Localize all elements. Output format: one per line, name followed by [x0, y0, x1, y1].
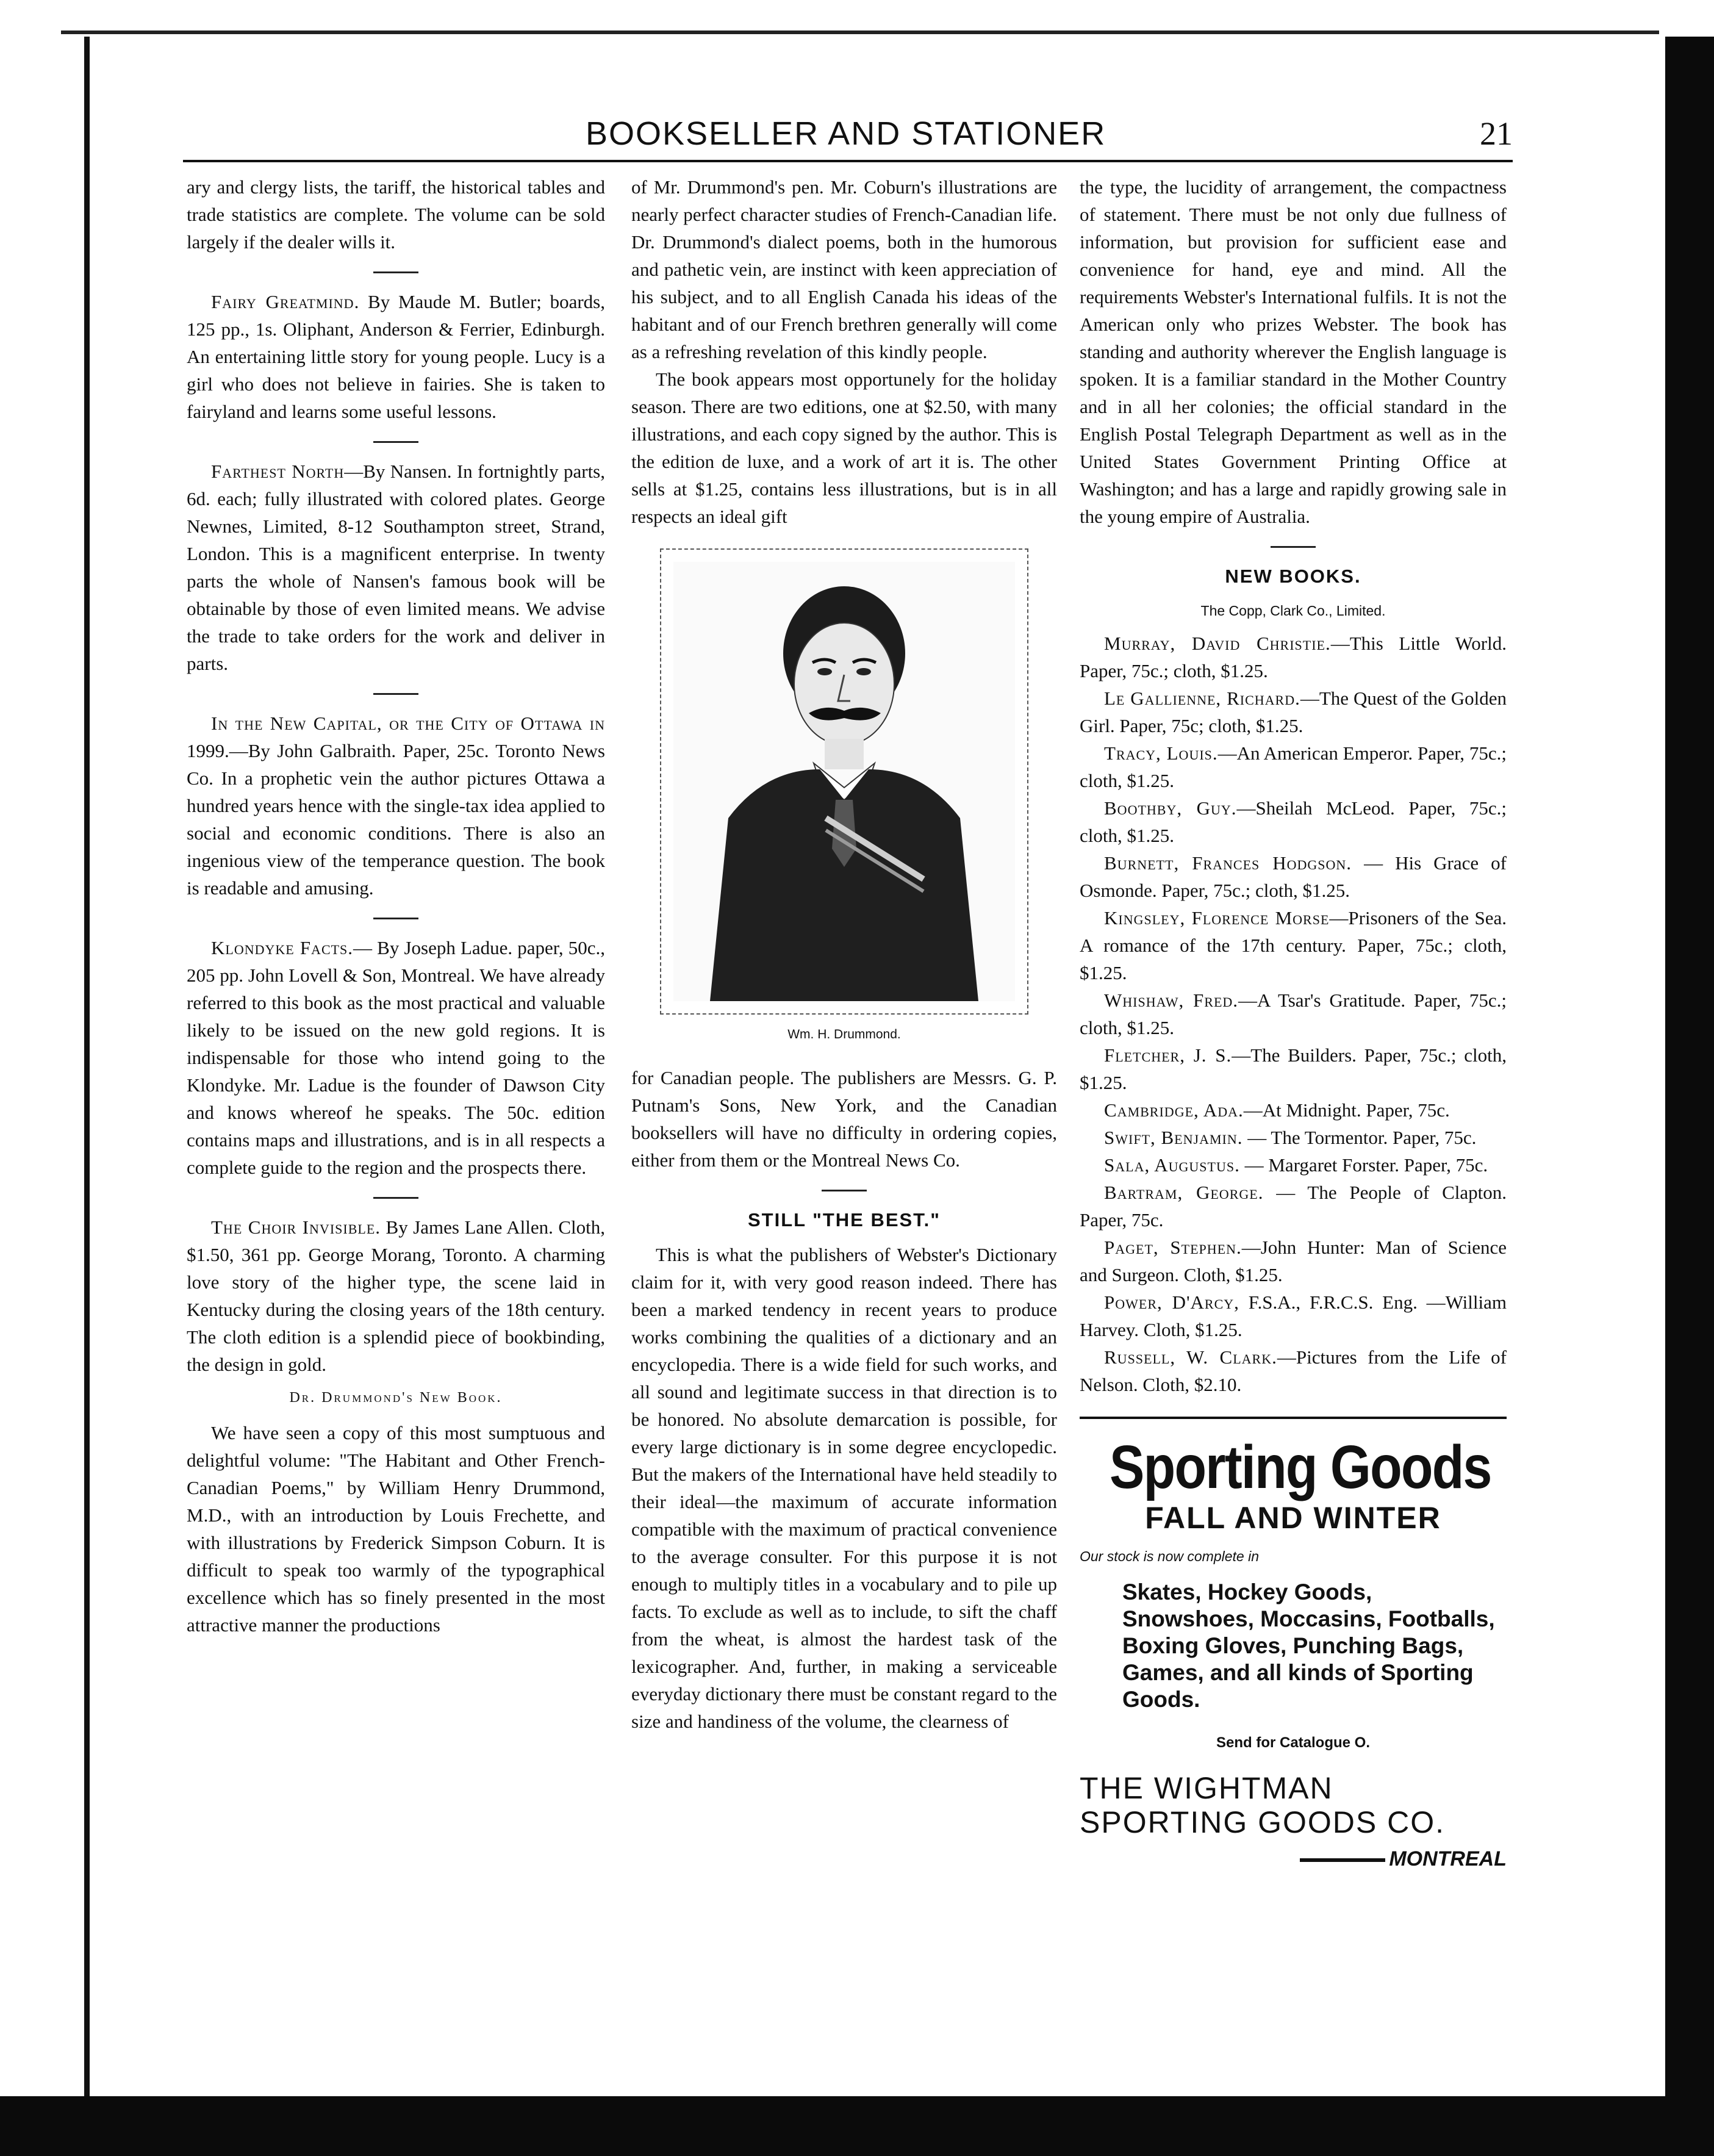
webster-article: This is what the publishers of Webster's Dictionary claim for it, with very good reason indeed. There has been a marked tendency in recent years to produce works combining the qualities of a dictionary and an encyclopedia. There is a wide field for such works, and all sound and legitimate success in that direction is to be honored. No absolute demarcation is possible, for every large dictionary is in some degree encyclopedic. But the makers of the International have held steadily to their ideal—the maximum of accurate information compatible with the maximum of practical convenience to the average consulter. For this purpose it is not enough to multiply titles in a vocabulary and to pile up facts. To exclude as well as to include, to sift the chaff from the wheat, is almost the hardest task of the lexicographer. And, further, in making a serviceable everyday dictionary there must be constant regard to the size and handiness of the volume, the clearness of — [631, 1244, 1057, 1732]
review-title: Farthest North — [211, 461, 345, 482]
separator — [1271, 546, 1316, 548]
book-details: —The Builders. Paper, 75c.; cloth, $1.25. — [1080, 1044, 1507, 1093]
book-details: —This Little World. Paper, 75c.; cloth, $1.25. — [1080, 633, 1507, 681]
separator — [373, 441, 418, 443]
book-author: Swift, Benjamin. — [1104, 1127, 1243, 1148]
review-title: Klondyke Facts. — [211, 937, 354, 958]
book-entry — [1080, 739, 1507, 794]
ad-company-line-1: THE WIGHTMAN — [1080, 1771, 1333, 1805]
book-author: Paget, Stephen. — [1104, 1237, 1242, 1258]
book-entry — [1080, 1343, 1507, 1398]
drummond-publishers: for Canadian people. The publishers are Messrs. G. P. Putnam's Sons, New York, and the Canadian booksellers will have no difficulty in ordering copies, either from them or the Montreal News Co. — [631, 1067, 1057, 1171]
ad-company-line-2: SPORTING GOODS CO. — [1080, 1805, 1446, 1839]
book-entry — [1080, 630, 1507, 685]
book-details: — His Grace of Osmonde. Paper, 75c.; cloth, $1.25. — [1080, 852, 1507, 901]
drummond-editions: The book appears most opportunely for the holiday season. There are two editions, one at $2.50, with many illustrations, and each copy signed by the author. This is the edition de luxe, and a work of art it is. The other sells at $1.25, contains less illustrations, but is in all respects an ideal gift — [631, 368, 1057, 527]
review-klondyke-facts — [187, 934, 605, 1181]
book-details: —Prisoners of the Sea. A romance of the 17th century. Paper, 75c.; cloth, $1.25. — [1080, 907, 1507, 983]
book-entry — [1080, 794, 1507, 849]
new-books-publisher: The Copp, Clark Co., Limited. — [1200, 603, 1386, 619]
book-details: —An American Emperor. Paper, 75c.; cloth, $1.25. — [1080, 742, 1507, 791]
ad-season: FALL AND WINTER — [1145, 1501, 1441, 1535]
ad-title: Sporting Goods — [1110, 1433, 1491, 1501]
book-details: F.S.A., F.R.C.S. Eng. —William Harvey. Cloth, $1.25. — [1080, 1292, 1507, 1340]
scan-left-edge — [84, 37, 90, 2099]
book-author: Bartram, George. — [1104, 1182, 1264, 1203]
book-entry — [1080, 685, 1507, 739]
book-details: —A Tsar's Gratitude. Paper, 75c.; cloth, $1.25. — [1080, 990, 1507, 1038]
ad-city — [1080, 1845, 1507, 1873]
running-title: BOOKSELLER AND STATIONER — [586, 115, 1106, 152]
ad-items: Skates, Hockey Goods, Snowshoes, Moccasins, Footballs, Boxing Gloves, Punching Bags, Games, and all kinds of Sporting Goods. — [1122, 1579, 1495, 1712]
book-entry — [1080, 1041, 1507, 1096]
review-text: — By Joseph Ladue. paper, 50c., 205 pp. John Lovell & Son, Montreal. We have already referred to this book as the most practical and valuable likely to be issued on the new gold regions. It is indispensable for those who intend going to the Klondyke. Mr. Ladue is the founder of Dawson City and knows whereof he speaks. The 50c. edition contains maps and illustrations, and is in all respects a complete guide to the region and the prospects there. — [187, 937, 605, 1178]
separator — [373, 1197, 418, 1199]
column-3 — [1080, 173, 1507, 1873]
book-entry — [1080, 904, 1507, 986]
review-text: 1999.—By John Galbraith. Paper, 25c. Toronto News Co. In a prophetic vein the author pictures Ottawa a hundred years hence with the single-tax idea applied to social and economic conditions. There is also an ingenious view of the temperance question. The book is readable and amusing. — [187, 740, 605, 899]
separator — [373, 271, 418, 273]
ad-catalogue-offer: Send for Catalogue O. — [1216, 1734, 1371, 1751]
book-author: Tracy, Louis. — [1104, 742, 1218, 764]
column-2 — [631, 173, 1057, 1735]
review-title: The Choir Invisible. — [211, 1216, 381, 1238]
drummond-heading: Dr. Drummond's New Book. — [289, 1390, 503, 1406]
scan-right-edge — [1665, 37, 1714, 2105]
book-entry — [1080, 1151, 1507, 1179]
portrait-frame — [660, 548, 1028, 1015]
book-author: Power, D'Arcy, — [1104, 1292, 1239, 1313]
book-details: —Sheilah McLeod. Paper, 75c.; cloth, $1.25. — [1080, 797, 1507, 846]
book-author: Russell, W. Clark. — [1104, 1346, 1277, 1368]
review-new-capital — [187, 710, 605, 902]
book-author: Whishaw, Fred. — [1104, 990, 1239, 1011]
book-entry — [1080, 1234, 1507, 1288]
book-author: Sala, Augustus. — [1104, 1154, 1240, 1176]
book-entry — [1080, 1179, 1507, 1234]
ad-city-dash — [1300, 1858, 1385, 1862]
book-details: — The People of Clapton. Paper, 75c. — [1080, 1182, 1507, 1231]
book-details: —John Hunter: Man of Science and Surgeon. Cloth, $1.25. — [1080, 1237, 1507, 1285]
new-books-heading: NEW BOOKS. — [1225, 566, 1361, 587]
separator — [373, 918, 418, 919]
review-choir-invisible — [187, 1213, 605, 1378]
drummond-article-text: We have seen a copy of this most sumptuous and delightful volume: "The Habitant and Other French-Canadian Poems," by William Henry Drummond, M.D., with an introduction by Louis Frechette, and with illustrations by Frederick Simpson Coburn. It is difficult to speak too warmly of the typographical excellence which has so finely presented in the most attractive manner the productions — [187, 1422, 605, 1636]
review-text: By Maude M. Butler; boards, 125 pp., 1s. Oliphant, Anderson & Ferrier, Edinburgh. An entertaining little story for young people. Lucy is a girl who does not believe in fairies. She is taken to fairyland and learns some useful lessons. — [187, 291, 605, 422]
header-rule — [183, 160, 1513, 162]
scan-top-edge — [61, 31, 1659, 34]
book-author: Boothby, Guy. — [1104, 797, 1237, 819]
book-author: Murray, David Christie. — [1104, 633, 1331, 654]
ad-company-name — [1080, 1771, 1507, 1839]
ad-stock-note: Our stock is now complete in — [1080, 1548, 1260, 1564]
scan-bottom-edge — [0, 2096, 1714, 2156]
book-author: Le Gallienne, Richard. — [1104, 688, 1300, 709]
article-continuation: ary and clergy lists, the tariff, the historical tables and trade statistics are complete. The volume can be sold largely if the dealer wills it. — [187, 176, 605, 253]
review-farthest-north — [187, 458, 605, 677]
page-header — [183, 109, 1513, 157]
book-details: —The Quest of the Golden Girl. Paper, 75c; cloth, $1.25. — [1080, 688, 1507, 736]
book-details: — The Tormentor. Paper, 75c. — [1242, 1127, 1477, 1148]
book-details: — Margaret Forster. Paper, 75c. — [1239, 1154, 1488, 1176]
column-1 — [187, 173, 605, 1639]
review-title: Fairy Greatmind. — [211, 291, 360, 312]
new-books-list — [1080, 630, 1507, 1398]
book-entry — [1080, 1096, 1507, 1124]
book-details: —Pictures from the Life of Nelson. Cloth, $2.10. — [1080, 1346, 1507, 1395]
review-text: —By Nansen. In fortnightly parts, 6d. each; fully illustrated with colored plates. George Newnes, Limited, 8-12 Southampton street, Strand, London. This is a magnificent enterprise. In twenty parts the whole of Nansen's famous book will be obtainable by those of even limited means. We advise the trade to take orders for the work and deliver in parts. — [187, 461, 605, 674]
ad-city-name: MONTREAL — [1389, 1847, 1507, 1870]
portrait-illustration — [673, 562, 1015, 1001]
book-author: Kingsley, Florence Morse — [1104, 907, 1330, 929]
book-author: Cambridge, Ada. — [1104, 1099, 1244, 1121]
book-author: Fletcher, J. S. — [1104, 1044, 1232, 1066]
book-entry — [1080, 986, 1507, 1041]
drummond-article-continued: of Mr. Drummond's pen. Mr. Coburn's illustrations are nearly perfect character studies of French-Canadian life. Dr. Drummond's dialect poems, both in the humorous and pathetic vein, are instinct with keen appreciation of his subject, and to all English Canada his ideas of the habitant and of our French brethren generally will come as a refreshing revelation of this kindly people. — [631, 176, 1058, 362]
ad-top-rule — [1080, 1417, 1507, 1419]
webster-article-continued: the type, the lucidity of arrangement, the compactness of statement. There must be not only due fullness of information, but provision for sufficient ease and convenience for hand, eye and mind. All the requirements Webster's International fulfils. It is not the American only who prizes Webster. The book has standing and authority wherever the English language is spoken. It is a familiar standard in the Mother Country and in all her colonies; the official standard in the English Postal Telegraph Department as well as in the United States Government Printing Office at Washington; and has a large and rapidly growing sale in the young empire of Australia. — [1080, 176, 1507, 527]
book-details: —At Midnight. Paper, 75c. — [1243, 1099, 1450, 1121]
still-the-best-heading: STILL "THE BEST." — [747, 1209, 941, 1231]
sporting-goods-ad — [1080, 1434, 1507, 1873]
portrait-caption: Wm. H. Drummond. — [787, 1027, 901, 1041]
review-fairy-greatmind — [187, 288, 605, 425]
book-entry — [1080, 1124, 1507, 1151]
book-entry — [1080, 1288, 1507, 1343]
book-author: Burnett, Frances Hodgson. — [1104, 852, 1352, 874]
review-title: In the New Capital, or the City of Ottawa in — [211, 713, 605, 734]
separator — [373, 693, 418, 695]
separator — [822, 1190, 867, 1191]
page-number: 21 — [1480, 115, 1513, 152]
review-text: By James Lane Allen. Cloth, $1.50, 361 pp. George Morang, Toronto. A charming love story of the higher type, the scene laid in Kentucky during the closing years of the 18th century. The cloth edition is a splendid piece of bookbinding, the design in gold. — [187, 1216, 605, 1375]
book-entry — [1080, 849, 1507, 904]
